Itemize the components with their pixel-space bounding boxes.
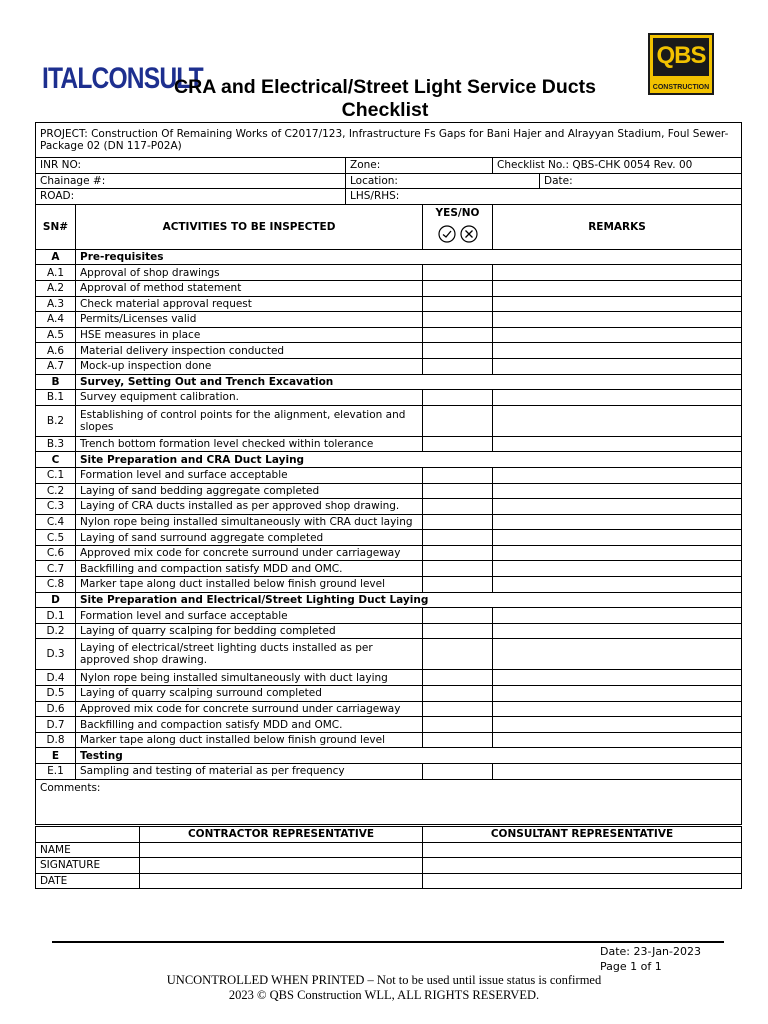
signoff-corner [36, 827, 140, 843]
yes-no-header [423, 204, 493, 249]
lhs-rhs-field[interactable]: LHS/RHS: [346, 189, 742, 205]
item-yes-no-cell[interactable] [423, 390, 493, 406]
item-yes-no-cell[interactable] [423, 670, 493, 686]
checklist-row [36, 561, 742, 577]
item-activity: Trench bottom formation level checked within tolerance [76, 436, 423, 452]
item-sn: C.4 [36, 514, 76, 530]
item-remarks-cell[interactable] [493, 265, 742, 281]
item-remarks-cell[interactable] [493, 312, 742, 328]
item-remarks-cell[interactable] [493, 530, 742, 546]
item-sn: C.3 [36, 499, 76, 515]
item-yes-no-cell[interactable] [423, 327, 493, 343]
item-sn: D.7 [36, 717, 76, 733]
checklist-row [36, 312, 742, 328]
item-remarks-cell[interactable] [493, 545, 742, 561]
item-activity: Material delivery inspection conducted [76, 343, 423, 359]
name-label: NAME [36, 842, 140, 858]
cross-circle-icon [460, 225, 478, 243]
item-sn: B.2 [36, 405, 76, 436]
item-yes-no-cell[interactable] [423, 764, 493, 780]
consultant-date-field[interactable] [423, 873, 742, 889]
item-activity: Marker tape along duct installed below finish ground level [76, 577, 423, 593]
checklist-row [36, 327, 742, 343]
item-sn: A.2 [36, 280, 76, 296]
item-sn: B.3 [36, 436, 76, 452]
item-sn: C.5 [36, 530, 76, 546]
section-row [36, 748, 742, 764]
item-remarks-cell[interactable] [493, 639, 742, 670]
comments-field[interactable]: Comments: [36, 779, 742, 824]
section-title: Survey, Setting Out and Trench Excavation [76, 374, 742, 390]
inr-no-field[interactable]: INR NO: [36, 158, 346, 174]
section-row [36, 249, 742, 265]
checklist-row [36, 405, 742, 436]
check-circle-icon [438, 225, 456, 243]
checklist-row [36, 686, 742, 702]
item-sn: C.7 [36, 561, 76, 577]
item-yes-no-cell[interactable] [423, 530, 493, 546]
item-sn: C.2 [36, 483, 76, 499]
item-yes-no-cell[interactable] [423, 561, 493, 577]
comments-row [36, 779, 742, 824]
item-activity: Formation level and surface acceptable [76, 608, 423, 624]
item-yes-no-cell[interactable] [423, 312, 493, 328]
item-sn: C.1 [36, 467, 76, 483]
checklist-table [35, 122, 742, 825]
section-sn: C [36, 452, 76, 468]
checklist-row [36, 764, 742, 780]
checklist-row [36, 639, 742, 670]
item-activity: Mock-up inspection done [76, 358, 423, 374]
item-yes-no-cell[interactable] [423, 639, 493, 670]
qbs-logo: QBS CONSTRUCTION [648, 33, 714, 95]
checklist-row [36, 732, 742, 748]
item-sn: D.3 [36, 639, 76, 670]
item-remarks-cell[interactable] [493, 577, 742, 593]
item-activity: Sampling and testing of material as per frequency [76, 764, 423, 780]
section-sn: A [36, 249, 76, 265]
checklist-row [36, 717, 742, 733]
footer-copyright: 2023 © QBS Construction WLL, ALL RIGHTS RESERVED. [228, 988, 540, 1002]
checklist-row [36, 545, 742, 561]
item-sn: E.1 [36, 764, 76, 780]
item-activity: Approval of method statement [76, 280, 423, 296]
item-sn: D.6 [36, 701, 76, 717]
remarks-header: REMARKS [493, 204, 742, 249]
road-field[interactable]: ROAD: [36, 189, 346, 205]
checklist-row [36, 514, 742, 530]
item-activity: Establishing of control points for the alignment, elevation and slopes [76, 405, 423, 436]
section-title: Pre-requisites [76, 249, 742, 265]
item-remarks-cell[interactable] [493, 436, 742, 452]
section-sn: D [36, 592, 76, 608]
footer-uncontrolled-note: UNCONTROLLED WHEN PRINTED – Not to be used until issue status is confirmed [166, 973, 602, 987]
item-remarks-cell[interactable] [493, 701, 742, 717]
item-yes-no-cell[interactable] [423, 608, 493, 624]
item-activity: Backfilling and compaction satisfy MDD and OMC. [76, 717, 423, 733]
item-remarks-cell[interactable] [493, 483, 742, 499]
location-field[interactable]: Location: [346, 173, 540, 189]
item-yes-no-cell[interactable] [423, 499, 493, 515]
item-yes-no-cell[interactable] [423, 280, 493, 296]
contractor-name-field[interactable] [140, 842, 423, 858]
item-yes-no-cell[interactable] [423, 577, 493, 593]
item-activity: Laying of CRA ducts installed as per approved shop drawing. [76, 499, 423, 515]
item-yes-no-cell[interactable] [423, 717, 493, 733]
item-activity: Survey equipment calibration. [76, 390, 423, 406]
contractor-signature-field[interactable] [140, 858, 423, 874]
item-sn: A.3 [36, 296, 76, 312]
date-label: DATE [36, 873, 140, 889]
item-remarks-cell[interactable] [493, 686, 742, 702]
document-title: CRA and Electrical/Street Light Service Ducts Checklist [174, 76, 596, 121]
item-remarks-cell[interactable] [493, 467, 742, 483]
item-sn: D.4 [36, 670, 76, 686]
section-row [36, 374, 742, 390]
item-yes-no-cell[interactable] [423, 686, 493, 702]
item-activity: Backfilling and compaction satisfy MDD and OMC. [76, 561, 423, 577]
section-row [36, 452, 742, 468]
checklist-row [36, 483, 742, 499]
item-sn: C.6 [36, 545, 76, 561]
checklist-no-field: Checklist No.: QBS-CHK 0054 Rev. 00 [493, 158, 742, 174]
signoff-table [35, 826, 742, 889]
item-activity: Approved mix code for concrete surround under carriageway [76, 701, 423, 717]
item-remarks-cell[interactable] [493, 405, 742, 436]
item-remarks-cell[interactable] [493, 280, 742, 296]
sn-header: SN# [36, 204, 76, 249]
footer-divider [52, 941, 724, 943]
item-yes-no-cell[interactable] [423, 701, 493, 717]
checklist-row [36, 670, 742, 686]
item-remarks-cell[interactable] [493, 390, 742, 406]
item-remarks-cell[interactable] [493, 296, 742, 312]
consultant-header: CONSULTANT REPRESENTATIVE [423, 827, 742, 843]
section-title: Site Preparation and CRA Duct Laying [76, 452, 742, 468]
item-remarks-cell[interactable] [493, 514, 742, 530]
consultant-signature-field[interactable] [423, 858, 742, 874]
checklist-row [36, 390, 742, 406]
checklist-row [36, 343, 742, 359]
section-sn: B [36, 374, 76, 390]
item-sn: C.8 [36, 577, 76, 593]
item-activity: Nylon rope being installed simultaneously with duct laying [76, 670, 423, 686]
checklist-row [36, 467, 742, 483]
item-remarks-cell[interactable] [493, 327, 742, 343]
item-activity: Nylon rope being installed simultaneously with CRA duct laying [76, 514, 423, 530]
checklist-row [36, 608, 742, 624]
item-activity: Approval of shop drawings [76, 265, 423, 281]
item-remarks-cell[interactable] [493, 343, 742, 359]
item-yes-no-cell[interactable] [423, 405, 493, 436]
item-remarks-cell[interactable] [493, 717, 742, 733]
item-activity: Approved mix code for concrete surround under carriageway [76, 545, 423, 561]
date-field[interactable]: Date: [540, 173, 742, 189]
item-remarks-cell[interactable] [493, 561, 742, 577]
item-activity: Marker tape along duct installed below finish ground level [76, 732, 423, 748]
contractor-date-field[interactable] [140, 873, 423, 889]
item-activity: Check material approval request [76, 296, 423, 312]
italconsult-logo: ITALCONSULT [42, 62, 203, 95]
item-remarks-cell[interactable] [493, 732, 742, 748]
item-sn: A.6 [36, 343, 76, 359]
project-cell: PROJECT: Construction Of Remaining Works of C2017/123, Infrastructure Fs Gaps for Bani Hajer and Alrayyan Stadium, Foul Sewer- Package 02 (DN 117-P02A) [36, 123, 742, 158]
checklist-row [36, 701, 742, 717]
item-sn: B.1 [36, 390, 76, 406]
checklist-row [36, 436, 742, 452]
item-sn: D.1 [36, 608, 76, 624]
item-sn: A.1 [36, 265, 76, 281]
item-activity: Laying of sand surround aggregate completed [76, 530, 423, 546]
item-sn: A.7 [36, 358, 76, 374]
zone-field[interactable]: Zone: [346, 158, 493, 174]
item-yes-no-cell[interactable] [423, 467, 493, 483]
item-remarks-cell[interactable] [493, 358, 742, 374]
checklist-row [36, 265, 742, 281]
footer-page-number: Page 1 of 1 [600, 960, 662, 973]
checklist-row [36, 499, 742, 515]
item-activity: Formation level and surface acceptable [76, 467, 423, 483]
item-activity: Laying of quarry scalping for bedding completed [76, 623, 423, 639]
item-remarks-cell[interactable] [493, 499, 742, 515]
checklist-row [36, 577, 742, 593]
item-yes-no-cell[interactable] [423, 732, 493, 748]
contractor-header: CONTRACTOR REPRESENTATIVE [140, 827, 423, 843]
checklist-row [36, 280, 742, 296]
item-sn: D.8 [36, 732, 76, 748]
item-yes-no-cell[interactable] [423, 358, 493, 374]
item-sn: A.4 [36, 312, 76, 328]
item-yes-no-cell[interactable] [423, 483, 493, 499]
item-sn: D.2 [36, 623, 76, 639]
item-remarks-cell[interactable] [493, 764, 742, 780]
section-sn: E [36, 748, 76, 764]
item-yes-no-cell[interactable] [423, 436, 493, 452]
item-yes-no-cell[interactable] [423, 343, 493, 359]
item-yes-no-cell[interactable] [423, 265, 493, 281]
item-yes-no-cell[interactable] [423, 545, 493, 561]
item-activity: HSE measures in place [76, 327, 423, 343]
signature-label: SIGNATURE [36, 858, 140, 874]
chainage-field[interactable]: Chainage #: [36, 173, 346, 189]
checklist-row [36, 623, 742, 639]
checklist-row [36, 358, 742, 374]
item-activity: Laying of sand bedding aggregate completed [76, 483, 423, 499]
item-sn: A.5 [36, 327, 76, 343]
item-sn: D.5 [36, 686, 76, 702]
footer-date: Date: 23-Jan-2023 [600, 945, 701, 958]
item-activity: Permits/Licenses valid [76, 312, 423, 328]
yes-no-label: YES/NO [435, 206, 480, 219]
consultant-name-field[interactable] [423, 842, 742, 858]
section-title: Testing [76, 748, 742, 764]
item-yes-no-cell[interactable] [423, 623, 493, 639]
item-yes-no-cell[interactable] [423, 296, 493, 312]
item-remarks-cell[interactable] [493, 608, 742, 624]
section-title: Site Preparation and Electrical/Street Lighting Duct Laying [76, 592, 742, 608]
item-remarks-cell[interactable] [493, 623, 742, 639]
checklist-row [36, 296, 742, 312]
item-activity: Laying of electrical/street lighting ducts installed as per approved shop drawing. [76, 639, 423, 670]
item-yes-no-cell[interactable] [423, 514, 493, 530]
checklist-row [36, 530, 742, 546]
item-activity: Laying of quarry scalping surround completed [76, 686, 423, 702]
section-row [36, 592, 742, 608]
item-remarks-cell[interactable] [493, 670, 742, 686]
activities-header: ACTIVITIES TO BE INSPECTED [76, 204, 423, 249]
